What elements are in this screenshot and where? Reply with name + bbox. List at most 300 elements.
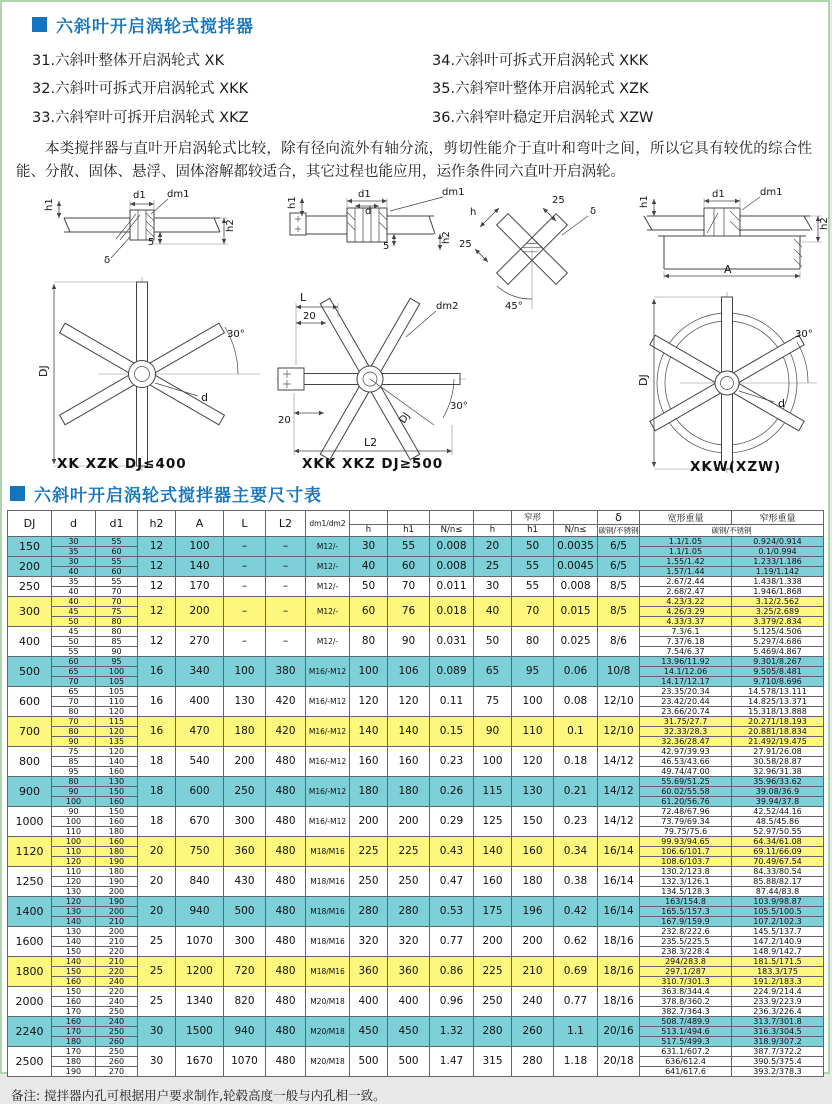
table-cell: 40 [52,566,96,576]
table-cell: 190 [52,1066,96,1076]
table-cell: 1500 [176,1016,224,1046]
table-cell: 210 [512,956,554,986]
table-cell: 160 [96,796,138,806]
table-cell: 80 [52,726,96,736]
table-cell: M12/- [306,626,350,656]
table-cell: 297.1/287 [640,966,732,976]
table-cell: 390.5/375.4 [732,1056,824,1066]
table-title [10,481,828,506]
table-row [8,836,824,846]
table-cell: 140 [350,716,388,746]
table-cell: 90 [52,736,96,746]
table-cell: 0.025 [554,626,598,656]
table-cell: 0.43 [430,836,474,866]
dim-label-d1: d1 [358,188,371,200]
table-cell: 12/10 [598,716,640,746]
table-cell: 160 [52,1016,96,1026]
dim-label-45deg: 45° [505,300,523,312]
table-cell: 260 [512,1016,554,1046]
table-row [8,716,824,726]
col-header-d1: d1 [96,510,138,536]
drawing-blade-angle-detail [459,195,596,312]
table-cell: 233.9/223.9 [732,996,824,1006]
table-cell: 55 [96,536,138,546]
table-cell: 150 [96,786,138,796]
dim-label-h: h [470,206,477,218]
dim-label-dm1: dm1 [167,188,190,200]
table-cell: 400 [350,986,388,1016]
list-item: 33.六斜窄叶可拆开启涡轮式 XKZ [32,109,249,126]
table-cell: 95 [96,656,138,666]
table-cell: 75 [474,686,512,716]
table-cell: M18/M16 [306,926,350,956]
table-cell: 84.33/80.54 [732,866,824,876]
table-cell: 232.8/222.6 [640,926,732,936]
table-cell: 363.8/344.4 [640,986,732,996]
table-cell: 0.29 [430,806,474,836]
dim-label-25: 25 [459,238,472,250]
table-cell: 1000 [8,806,52,836]
table-cell: 400 [388,986,430,1016]
table-cell: 106.6/101.7 [640,846,732,856]
list-item: 36.六斜窄叶稳定开启涡轮式 XZW [432,109,654,126]
table-cell: 380 [266,656,306,686]
table-cell: 30 [138,1046,176,1076]
table-cell: 0.018 [430,596,474,626]
table-cell: 9.710/8.696 [732,676,824,686]
table-cell: 0.089 [430,656,474,686]
table-cell: 160 [96,766,138,776]
table-cell: M18/M16 [306,956,350,986]
table-cell: 180 [350,776,388,806]
table-cell: 61.20/56.76 [640,796,732,806]
table-cell: 200 [388,806,430,836]
table-cell: – [266,596,306,626]
table-cell: 120 [96,726,138,736]
model-list-left [32,47,432,132]
table-cell: 60 [96,546,138,556]
table-row [8,926,824,936]
table-cell: 1.1 [554,1016,598,1046]
table-cell: 0.77 [554,986,598,1016]
table-cell: 1800 [8,956,52,986]
table-cell: 135 [96,736,138,746]
table-cell: 180 [96,826,138,836]
table-cell: 60 [350,596,388,626]
col-header-l2: L2 [266,510,306,536]
drawing-xkw-side-view [639,187,830,279]
dim-label-L: L [300,290,307,304]
table-cell: 300 [8,596,52,626]
table-cell: M16/-M12 [306,716,350,746]
blue-square-bullet-icon [32,17,47,32]
table-cell: 163/154.8 [640,896,732,906]
table-cell: 220 [96,986,138,996]
dim-label-L2: L2 [364,435,378,449]
table-cell: 95 [512,656,554,686]
page-title-text: 六斜叶开启涡轮式搅拌器 [56,17,254,37]
table-cell: 1.233/1.186 [732,556,824,566]
table-cell: 147.2/140.9 [732,936,824,946]
table-cell: 238.3/228.4 [640,946,732,956]
table-cell: 600 [8,686,52,716]
table-cell: 2.67/2.44 [640,576,732,586]
table-cell: 80 [96,616,138,626]
table-cell: 9.505/8.481 [732,666,824,676]
table-cell: 32.96/31.38 [732,766,824,776]
table-cell: 70 [52,696,96,706]
dim-label-delta: δ [590,205,597,217]
table-cell: 70 [512,596,554,626]
table-cell: 6/5 [598,536,640,556]
table-cell: 3.12/2.562 [732,596,824,606]
table-cell: 65 [474,656,512,686]
table-cell: 940 [176,896,224,926]
table-cell: 480 [266,1016,306,1046]
table-cell: 430 [224,866,266,896]
table-cell: 12/10 [598,686,640,716]
table-cell: 132.3/126.1 [640,876,732,886]
caption-xkk-xkz: XKK XKZ DJ≥500 [302,455,444,472]
table-cell: 150 [512,806,554,836]
table-cell: 25 [138,956,176,986]
table-cell: 60 [96,566,138,576]
dim-label-dm2: dm2 [436,300,459,312]
table-cell: M16/-M12 [306,806,350,836]
page-title [32,12,828,37]
table-cell: 480 [266,836,306,866]
table-cell: 1250 [8,866,52,896]
table-cell: 108.6/103.7 [640,856,732,866]
table-cell: 160 [388,746,430,776]
table-cell: M16/-M12 [306,656,350,686]
table-cell: 250 [96,1026,138,1036]
table-cell: 35 [52,576,96,586]
table-cell: – [266,536,306,556]
table-cell: 4.33/3.37 [640,616,732,626]
table-cell: – [266,626,306,656]
table-cell: 60.02/55.58 [640,786,732,796]
table-cell: 310.7/301.3 [640,976,732,986]
table-cell: 200 [176,596,224,626]
table-cell: 8/5 [598,576,640,596]
table-cell: 55 [96,556,138,566]
table-cell: 220 [96,946,138,956]
table-cell: 80 [350,626,388,656]
dim-label-d: d [778,396,785,410]
table-cell: 250 [96,1046,138,1056]
table-cell: 517.5/499.3 [640,1036,732,1046]
caption-xkw-xzw: XKW(XZW) [690,458,782,475]
table-cell: 500 [224,896,266,926]
table-cell: 30 [474,576,512,596]
table-cell: 70 [96,596,138,606]
model-list [32,47,828,132]
table-cell: 387.7/372.2 [732,1046,824,1056]
table-cell: 7.3/6.1 [640,626,732,636]
table-cell: 64.34/61.08 [732,836,824,846]
table-cell: 20 [474,536,512,556]
blue-square-bullet-icon [10,486,25,501]
dim-label-d1: d1 [712,188,725,200]
table-cell: 540 [176,746,224,776]
table-cell: 450 [350,1016,388,1046]
table-cell: 720 [224,956,266,986]
impeller-drawings [2,187,832,477]
table-row [8,596,824,606]
table-cell: M18/M16 [306,866,350,896]
table-cell: 40 [350,556,388,576]
table-cell: 145.5/137.7 [732,926,824,936]
table-cell: 50 [52,636,96,646]
table-cell: 820 [224,986,266,1016]
table-cell: 90 [474,716,512,746]
table-cell: 106 [388,656,430,686]
table-cell: 14/12 [598,806,640,836]
table-cell: 120 [388,686,430,716]
table-cell: M12/- [306,576,350,596]
table-cell: 480 [266,986,306,1016]
table-cell: 500 [350,1046,388,1076]
table-cell: 27.91/26.08 [732,746,824,756]
table-cell: 150 [52,946,96,956]
table-cell: 3.25/2.689 [732,606,824,616]
table-cell: 900 [8,776,52,806]
table-cell: 378.8/360.2 [640,996,732,1006]
table-cell: – [266,576,306,596]
table-cell: 500 [388,1046,430,1076]
table-cell: 0.53 [430,896,474,926]
table-cell: 260 [96,1036,138,1046]
table-row [8,776,824,786]
table-cell: 240 [96,1016,138,1026]
table-cell: 150 [96,806,138,816]
table-cell: – [224,596,266,626]
table-cell: 42.52/44.16 [732,806,824,816]
table-cell: 140 [52,916,96,926]
table-cell: 0.26 [430,776,474,806]
dim-label-A: A [724,262,732,276]
table-cell: 200 [224,746,266,776]
table-cell: 20 [138,896,176,926]
table-cell: 20.881/18.834 [732,726,824,736]
table-cell: 12 [138,556,176,576]
table-row [8,656,824,666]
table-cell: 170 [52,1026,96,1036]
table-cell: 90 [52,786,96,796]
dim-label-h1: h1 [639,195,650,208]
table-cell: 130 [52,906,96,916]
table-cell: 48.5/45.86 [732,816,824,826]
table-cell: 100 [176,536,224,556]
dim-label-DJ: DJ [637,374,650,386]
table-cell: 508.7/489.9 [640,1016,732,1026]
table-cell: 39.94/37.8 [732,796,824,806]
table-cell: 18/16 [598,956,640,986]
table-cell: 95 [52,766,96,776]
table-cell: 79.75/75.6 [640,826,732,836]
table-cell: 23.42/20.44 [640,696,732,706]
table-cell: 300 [224,926,266,956]
table-cell: 120 [52,876,96,886]
drawing-xk-side-view [44,189,236,266]
table-cell: 13.96/11.92 [640,656,732,666]
table-cell: 300 [224,806,266,836]
table-cell: 0.0035 [554,536,598,556]
table-cell: 15.318/13.888 [732,706,824,716]
table-cell: 225 [388,836,430,866]
table-cell: 480 [266,956,306,986]
table-row [8,956,824,966]
table-cell: 670 [176,806,224,836]
table-cell: 120 [52,896,96,906]
table-cell: 0.62 [554,926,598,956]
table-cell: 200 [512,926,554,956]
table-header-row [8,510,824,524]
table-cell: 1.19/1.142 [732,566,824,576]
table-cell: 250 [224,776,266,806]
table-cell: 14/12 [598,776,640,806]
table-cell: 70.49/67.54 [732,856,824,866]
table-cell: 23.66/20.74 [640,706,732,716]
drawing-xkw-plan-view [637,292,817,475]
table-cell: 30 [52,556,96,566]
table-cell: 60 [388,556,430,576]
table-cell: 12 [138,576,176,596]
table-cell: 85 [96,636,138,646]
table-cell: 55 [512,556,554,576]
dim-label-20: 20 [303,310,316,322]
table-cell: 500 [8,656,52,686]
dims-table-body [8,536,824,1076]
table-cell: 0.011 [430,576,474,596]
dim-label-h1: h1 [287,196,298,209]
table-cell: 160 [52,996,96,1006]
table-cell: 0.11 [430,686,474,716]
col-header-dj: DJ [8,510,52,536]
table-cell: – [224,626,266,656]
table-cell: 340 [176,656,224,686]
table-cell: 72.48/67.96 [640,806,732,816]
table-cell: 140 [176,556,224,576]
table-cell: 280 [512,1046,554,1076]
table-cell: 50 [52,616,96,626]
dim-label-h2: h2 [441,231,452,244]
table-cell: 40 [52,596,96,606]
table-cell: 480 [266,776,306,806]
table-cell: 313.7/301.8 [732,1016,824,1026]
table-cell: 600 [176,776,224,806]
table-cell: M12/- [306,556,350,576]
table-cell: 2000 [8,986,52,1016]
table-cell: 35 [52,546,96,556]
table-cell: 181.5/171.5 [732,956,824,966]
col-header-blank [430,510,474,524]
table-cell: 30 [138,1016,176,1046]
table-cell: 73.79/69.34 [640,816,732,826]
table-cell: 100 [52,796,96,806]
table-cell: 30.58/28.87 [732,756,824,766]
dim-label-5: 5 [383,240,390,252]
table-cell: 160 [512,836,554,866]
table-cell: 12 [138,626,176,656]
table-cell: 190 [96,856,138,866]
table-cell: 1.946/1.868 [732,586,824,596]
col-header-steel: 碳钢/不锈钢 [598,525,639,535]
table-cell: 150 [52,986,96,996]
list-item: 32.六斜叶可拆式开启涡轮式 XKK [32,81,249,98]
table-cell: M20/M18 [306,1046,350,1076]
table-cell: 420 [266,716,306,746]
table-cell: 130 [52,926,96,936]
table-cell: 294/283.8 [640,956,732,966]
table-row [8,896,824,906]
table-cell: 52.97/50.55 [732,826,824,836]
table-cell: 480 [266,896,306,926]
dim-label-20: 20 [278,414,291,426]
table-cell: 240 [96,976,138,986]
table-cell: 180 [52,1056,96,1066]
table-cell: 800 [8,746,52,776]
dim-label-30deg: 30° [227,328,245,340]
table-cell: 20 [138,866,176,896]
dims-table [7,510,824,1077]
table-cell: 90 [388,626,430,656]
table-cell: 200 [96,886,138,896]
table-cell: M16/-M12 [306,746,350,776]
table-cell: 160 [96,836,138,846]
table-cell: 393.2/378.3 [732,1066,824,1076]
table-cell: 0.34 [554,836,598,866]
table-cell: 160 [474,866,512,896]
table-cell: 49.74/47.00 [640,766,732,776]
col-header-l: L [224,510,266,536]
table-cell: M16/-M12 [306,776,350,806]
table-cell: 360 [388,956,430,986]
table-cell: 14.17/12.17 [640,676,732,686]
table-cell: 105.5/100.5 [732,906,824,916]
table-cell: 250 [350,866,388,896]
table-cell: 115 [474,776,512,806]
col-header-h1: h1 [388,524,430,536]
table-cell: 250 [474,986,512,1016]
table-row [8,576,824,586]
table-cell: 140 [388,716,430,746]
footer-note: 备注: 搅拌器内孔可根据用户要求制作,轮毂高度一般与内孔相一致。 [11,1087,386,1103]
table-cell: 120 [96,746,138,756]
table-cell: 360 [224,836,266,866]
col-header-steel: 碳钢/不锈钢 [640,524,824,536]
table-cell: 4.23/3.22 [640,596,732,606]
table-cell: 65 [52,666,96,676]
table-cell: M20/M18 [306,986,350,1016]
table-cell: 1.1/1.05 [640,546,732,556]
table-cell: 5.469/4.867 [732,646,824,656]
table-cell: 18 [138,776,176,806]
table-cell: 105 [96,686,138,696]
col-header-nn: N/n≤ [430,524,474,536]
table-cell: 16 [138,686,176,716]
table-cell: 30 [52,536,96,546]
table-cell: 236.3/226.4 [732,1006,824,1016]
table-cell: 400 [8,626,52,656]
table-cell: M20/M18 [306,1016,350,1046]
table-cell: 641/617.6 [640,1066,732,1076]
table-cell: 1670 [176,1046,224,1076]
table-cell: 0.69 [554,956,598,986]
table-cell: 70 [52,676,96,686]
table-cell: 32.33/28.3 [640,726,732,736]
